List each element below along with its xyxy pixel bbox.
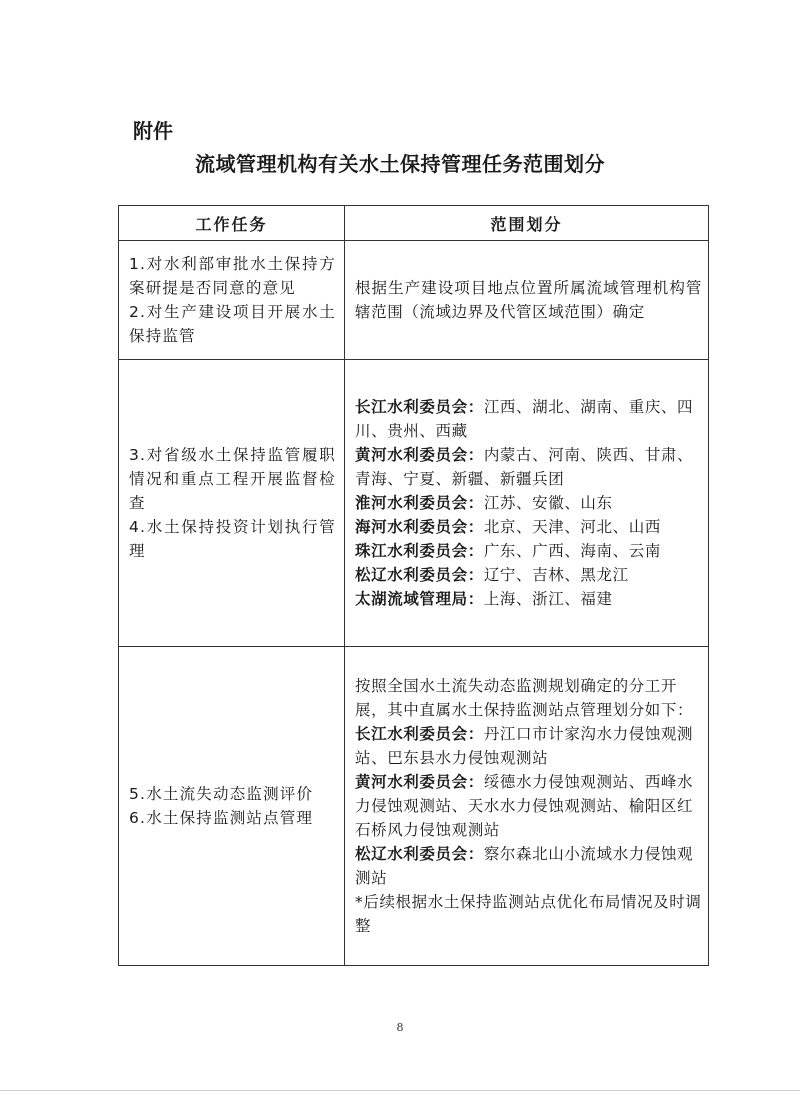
entry-text: 北京、天津、河北、山西: [483, 518, 661, 536]
entry-text: 察尔森北山小流域水力侵蚀观测站: [355, 845, 694, 887]
task-item: 3.对省级水土保持监管履职情况和重点工程开展监督检查: [129, 446, 336, 512]
task-cell: [119, 360, 345, 647]
org-name: 黄河水利委员会：: [355, 446, 484, 464]
org-name: 海河水利委员会：: [355, 518, 484, 536]
entry-text: 江西、湖北、湖南、重庆、四川、贵州、西藏: [355, 398, 694, 440]
header-scope: 范围划分: [345, 206, 709, 241]
org-name: 长江水利委员会：: [355, 725, 484, 743]
task-item: 2.对生产建设项目开展水土保持监管: [129, 303, 336, 345]
scope-entry: [355, 842, 702, 890]
scope-entry: [355, 491, 702, 515]
scope-entry: [355, 539, 702, 563]
entry-text: 内蒙古、河南、陕西、甘肃、青海、宁夏、新疆、新疆兵团: [355, 446, 694, 488]
scope-entry: [355, 515, 702, 539]
entry-text: 绥德水力侵蚀观测站、西峰水力侵蚀观测站、天水水力侵蚀观测站、榆阳区红石桥风力侵蚀观测站: [355, 773, 694, 839]
entry-text: 丹江口市计家沟水力侵蚀观测站、巴东县水力侵蚀观测站: [355, 725, 694, 767]
org-name: 珠江水利委员会：: [355, 542, 484, 560]
org-name: 长江水利委员会：: [355, 398, 484, 416]
entry-text: 上海、浙江、福建: [483, 590, 613, 608]
task-cell: [119, 647, 345, 966]
scope-text: 根据生产建设项目地点位置所属流域管理机构管辖范围（流域边界及代管区域范围）确定: [355, 279, 702, 321]
scope-entry: [355, 587, 702, 611]
task-item: 1.对水利部审批水土保持方案研提是否同意的意见: [129, 255, 336, 297]
table-row: [119, 360, 709, 647]
document-title: 流域管理机构有关水土保持管理任务范围划分: [195, 152, 605, 176]
task-item: 4.水土保持投资计划执行管理: [129, 518, 336, 560]
scope-entry: [355, 563, 702, 587]
entry-text: 辽宁、吉林、黑龙江: [483, 566, 629, 584]
org-name: 黄河水利委员会：: [355, 773, 484, 791]
scope-entry: [355, 395, 702, 443]
scope-cell: [345, 241, 709, 360]
header-task: 工作任务: [119, 206, 345, 241]
org-name: 松辽水利委员会：: [355, 566, 484, 584]
scope-intro: 按照全国水土流失动态监测规划确定的分工开展，其中直属水土保持监测站点管理划分如下：: [355, 677, 694, 719]
entry-text: 广东、广西、海南、云南: [483, 542, 661, 560]
table-header-row: [119, 206, 709, 241]
table-row: [119, 241, 709, 360]
task-cell: [119, 241, 345, 360]
entry-text: 江苏、安徽、山东: [483, 494, 613, 512]
task-item: 5.水土流失动态监测评价: [129, 785, 314, 803]
scan-divider: [0, 1090, 800, 1091]
task-item: 6.水土保持监测站点管理: [129, 809, 314, 827]
org-name: 淮河水利委员会：: [355, 494, 484, 512]
scope-cell: [345, 647, 709, 966]
table-row: [119, 647, 709, 966]
org-name: 太湖流域管理局：: [355, 590, 484, 608]
scope-entry: [355, 443, 702, 491]
scope-cell: [345, 360, 709, 647]
scope-entry: [355, 770, 702, 842]
org-name: 松辽水利委员会：: [355, 845, 484, 863]
page-number: 8: [396, 1021, 404, 1034]
attachment-label: 附件: [133, 119, 173, 143]
task-scope-table: [118, 205, 709, 966]
scope-note: *后续根据水土保持监测站点优化布局情况及时调整: [355, 893, 702, 935]
scope-entry: [355, 722, 702, 770]
